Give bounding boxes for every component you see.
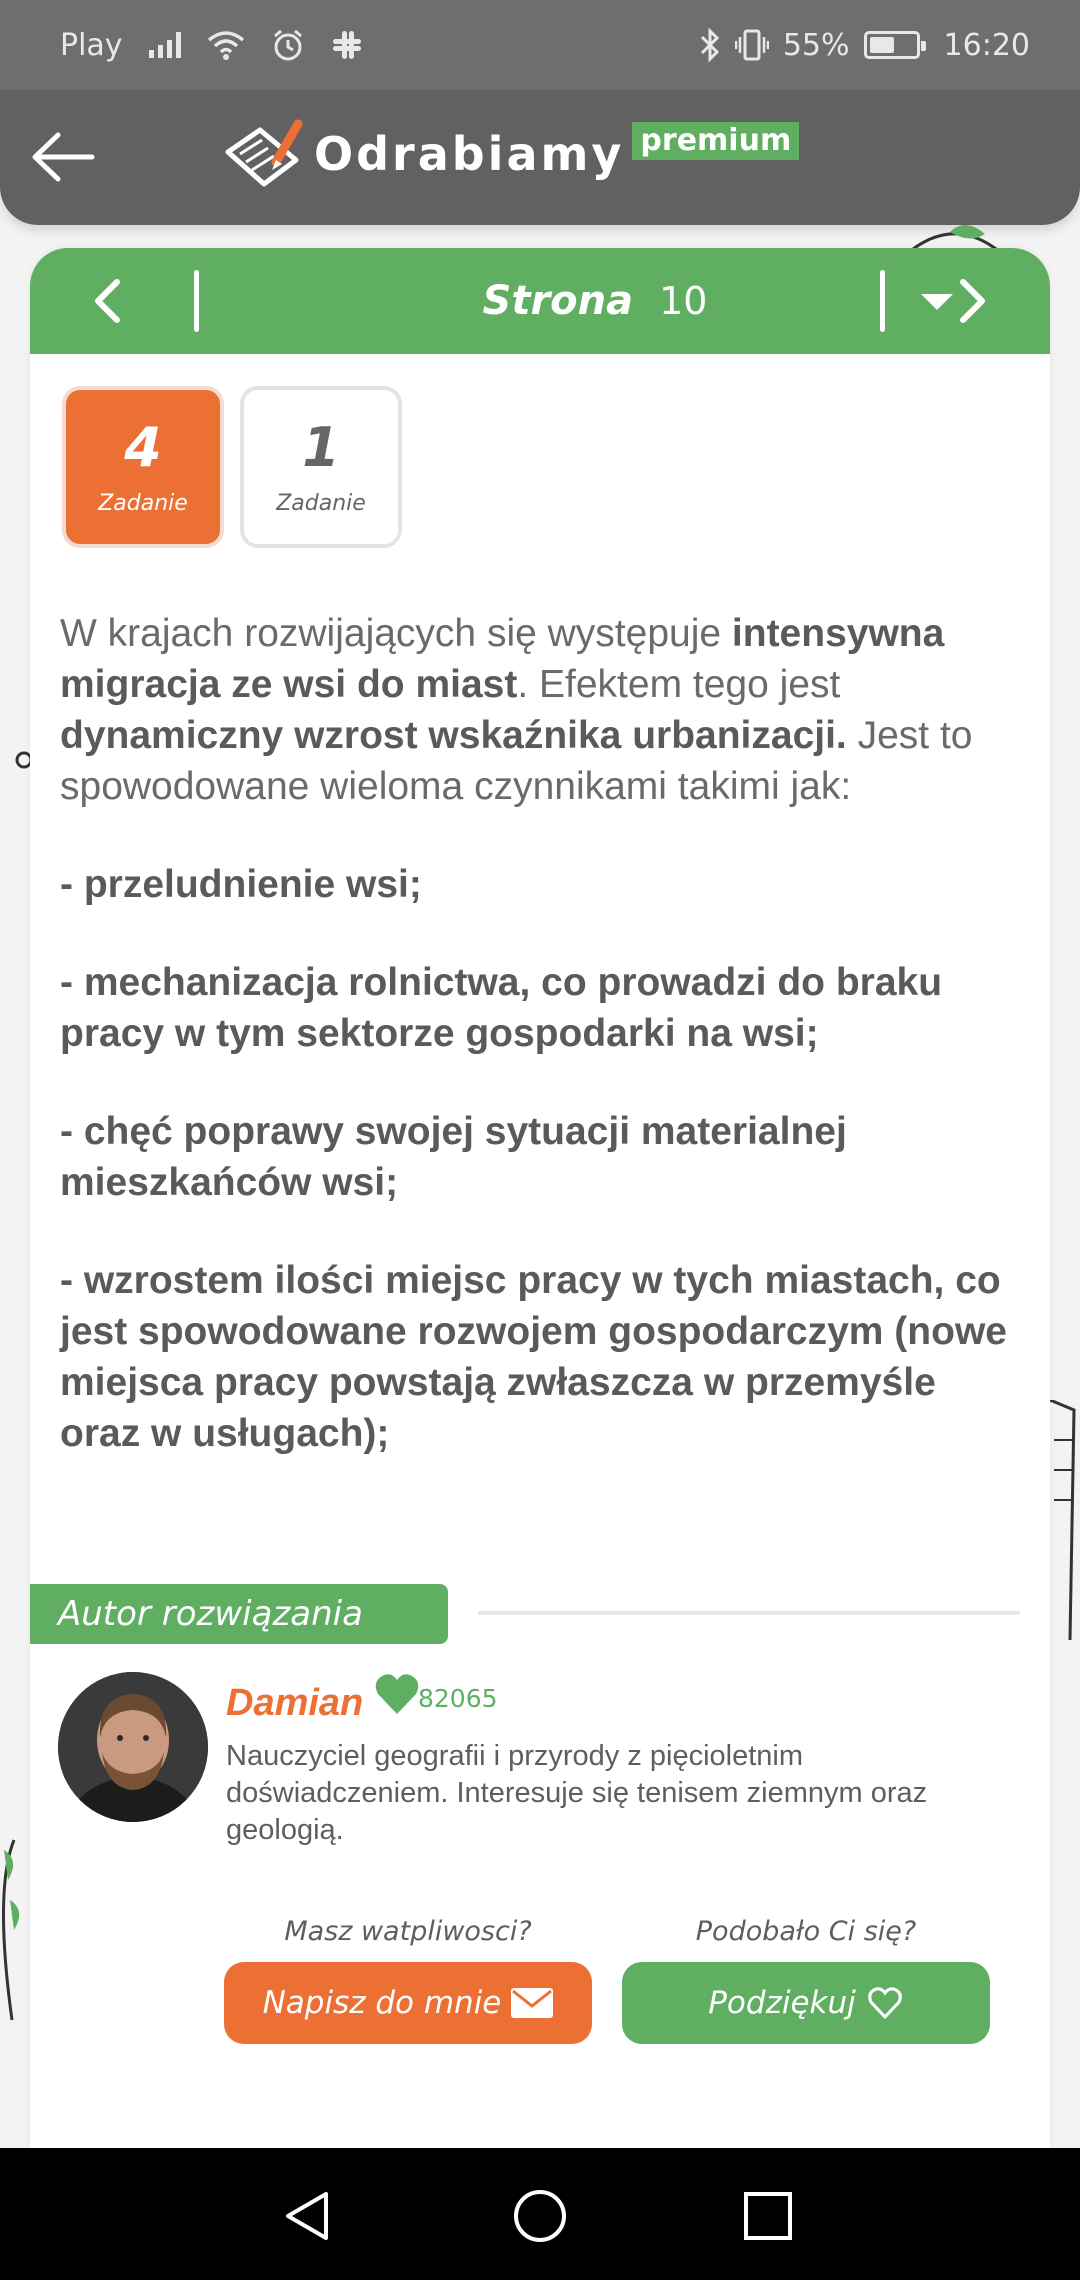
next-page-button[interactable] <box>938 266 1008 336</box>
battery-percent: 55% <box>782 27 850 63</box>
list-item: - chęć poprawy swojej sytuacji materialnej mieszkańców wsi; <box>60 1110 847 1204</box>
page-navigator <box>30 248 1050 354</box>
write-to-me-button[interactable] <box>224 1962 592 2044</box>
pager-divider <box>194 270 199 332</box>
brand-name: Odrabiamy <box>314 127 625 181</box>
chevron-left-icon <box>92 278 122 324</box>
previous-page-button[interactable] <box>72 266 142 336</box>
back-arrow-icon <box>30 132 96 182</box>
avatar <box>58 1672 208 1822</box>
list-item: - mechanizacja rolnictwa, co prowadzi do braku pracy w tym sektorze gospodarki na wsi; <box>60 961 943 1055</box>
heart-icon <box>374 1672 420 1716</box>
author-section-title: Autor rozwiązania <box>30 1584 448 1644</box>
signal-icon <box>149 32 181 58</box>
task-label: Zadanie <box>98 491 188 517</box>
nav-back-button[interactable] <box>270 2178 346 2254</box>
notebook-pencil-logo-icon <box>222 118 308 190</box>
task-tile-active[interactable] <box>62 386 224 548</box>
premium-badge: premium <box>632 122 799 160</box>
background-doodle-paper <box>1050 1400 1080 1650</box>
wifi-icon <box>207 30 245 60</box>
envelope-icon <box>511 1988 553 2018</box>
nav-home-icon <box>512 2188 568 2244</box>
button-label: Podziękuj <box>708 1985 856 2021</box>
nav-home-button[interactable] <box>502 2178 578 2254</box>
question-label: Masz watpliwosci? <box>284 1916 532 1947</box>
nav-recents-icon <box>742 2190 794 2242</box>
alarm-icon <box>271 28 305 62</box>
divider <box>478 1611 1020 1615</box>
list-item: - przeludnienie wsi; <box>60 863 422 906</box>
task-number: 4 <box>124 415 162 479</box>
author-name[interactable]: Damian <box>226 1682 364 1724</box>
button-label: Napisz do mnie <box>262 1985 502 2021</box>
solution-intro: W krajach rozwijających się występuje intensywna migracja ze wsi do miast. Efektem tego jest dynamiczny wzrost wskaźnika urbanizacji. Jest to spowodowane wieloma czynnikami takimi jak: <box>60 612 973 808</box>
system-navigation-bar <box>0 2148 1080 2280</box>
likes-count: 82065 <box>418 1684 498 1713</box>
brand-logo <box>222 118 799 190</box>
nav-back-icon <box>280 2188 336 2244</box>
battery-icon <box>864 31 920 59</box>
task-label: Zadanie <box>276 491 366 517</box>
page-number: 10 <box>659 279 708 323</box>
task-tile[interactable] <box>240 386 402 548</box>
carrier-name: Play <box>60 27 123 63</box>
chevron-right-icon <box>958 278 988 324</box>
task-number: 1 <box>302 415 340 479</box>
clock: 16:20 <box>943 27 1030 63</box>
list-item: - wzrostem ilości miejsc pracy w tych miastach, co jest spowodowane rozwojem gospodarczym (nowe miejsca pracy powstają zwłaszcza w przemyśle oraz w usługach); <box>60 1259 1007 1455</box>
nav-recents-button[interactable] <box>730 2178 806 2254</box>
thank-button[interactable] <box>622 1962 990 2044</box>
status-bar <box>0 0 1080 90</box>
page-label: Strona <box>482 278 634 324</box>
battery-fill <box>870 37 894 53</box>
back-button[interactable] <box>28 122 98 192</box>
solution-content <box>60 608 1020 1459</box>
question-label: Podobało Ci się? <box>695 1916 917 1947</box>
app-header <box>0 90 1080 225</box>
bluetooth-icon <box>699 28 721 62</box>
vibrate-icon <box>735 28 769 62</box>
author-bio: Nauczyciel geografii i przyrody z pięcioletnim doświadczeniem. Interesuje się tenisem ziemnym oraz geologią. <box>226 1740 928 1846</box>
heart-outline-icon <box>866 1986 904 2020</box>
pager-divider <box>880 270 885 332</box>
background-doodle-leaf <box>0 1830 30 2030</box>
slack-icon <box>331 29 363 61</box>
solution-card <box>30 248 1050 2148</box>
page-selector[interactable] <box>200 248 880 354</box>
